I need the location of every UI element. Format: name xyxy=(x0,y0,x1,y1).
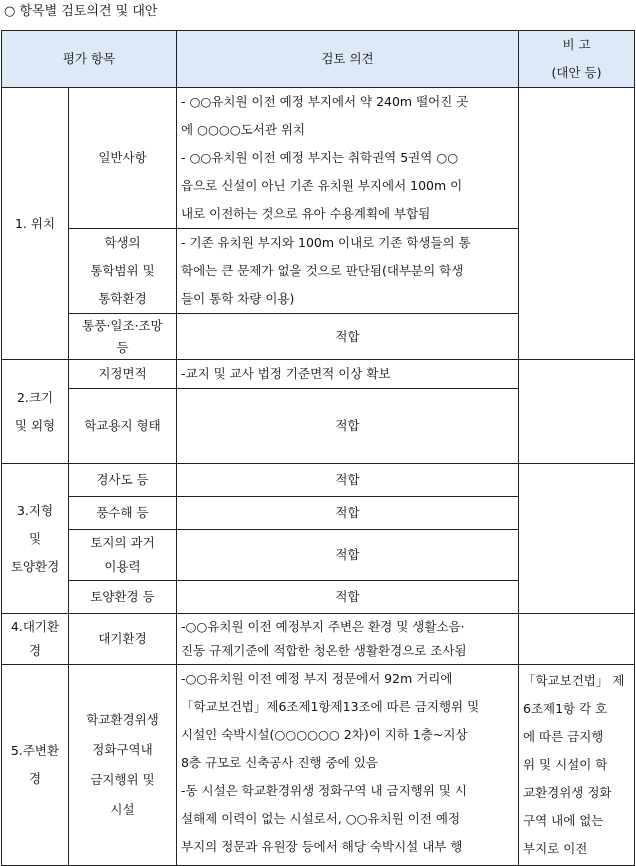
opinion-line: 시설인 숙박시설(○○○○○○ 2차)이 지하 1층~지상 xyxy=(181,727,468,742)
note-line: 에 따른 금지행 xyxy=(523,729,604,744)
header-note-line: 비 고 xyxy=(562,37,591,52)
subitem-commute xyxy=(69,229,177,314)
category-location: 1. 위치 xyxy=(2,88,69,360)
opinion-line: 학에는 큰 문제가 없을 것으로 판단됨(대부분의 학생 xyxy=(181,263,464,278)
table-row xyxy=(2,88,635,229)
header-note xyxy=(519,31,635,88)
opinion-line: - 기존 유치원 부지와 100m 이내로 기존 학생들의 통 xyxy=(181,235,471,250)
review-table xyxy=(1,30,635,866)
opinion-line: 설해제 이력이 없는 시설로서, ○○유치원 이전 예정 xyxy=(181,811,461,826)
header-item: 평가 항목 xyxy=(2,31,177,88)
category-line: 경 xyxy=(28,771,42,786)
table-row xyxy=(2,464,635,497)
opinion-flood: 적합 xyxy=(177,497,519,530)
opinion-line: 8층 규모로 신축공사 진행 중에 있음 xyxy=(181,755,378,770)
opinion-purification-zone xyxy=(177,665,519,866)
header-note-line: (대안 등) xyxy=(551,65,602,80)
section-heading: ○ 항목별 검토의견 및 대안 xyxy=(4,4,158,19)
subitem-flood: 풍수해 등 xyxy=(69,497,177,530)
category-line: 3.지형 xyxy=(16,502,54,518)
subitem-area: 지정면적 xyxy=(69,360,177,389)
opinion-line: 읍으로 신설이 아닌 기존 유치원 부지에서 100m 이 xyxy=(181,178,463,193)
category-size xyxy=(2,360,69,464)
note-line: 부지로 이전 xyxy=(523,841,588,856)
subitem-land-history xyxy=(69,530,177,581)
subitem-line: 학생의 xyxy=(104,235,141,250)
opinion-line: - ○○유치원 이전 예정 부지에서 약 240m 떨어진 곳 xyxy=(181,94,469,109)
subitem-line: 정화구역내 xyxy=(92,742,153,757)
opinion-air xyxy=(177,614,519,665)
opinion-line: 진동 규제기준에 적합한 청온한 생활환경으로 조사됨 xyxy=(181,643,467,658)
opinion-general xyxy=(177,88,519,229)
opinion-line: - ○○유치원 이전 예정 부지는 취학권역 5권역 ○○ xyxy=(181,150,459,165)
opinion-line: 부지의 정문과 유원장 등에서 해당 숙박시설 내부 행 xyxy=(181,839,463,854)
category-line: 4.대기환 xyxy=(10,619,60,634)
subitem-soil: 토양환경 등 xyxy=(69,581,177,614)
category-surroundings xyxy=(2,665,69,866)
subitem-line: 등 xyxy=(116,339,129,355)
category-line: 경 xyxy=(28,643,42,658)
subitem-air: 대기환경 xyxy=(69,614,177,665)
category-line: 2.크기 xyxy=(16,389,54,405)
opinion-shape: 적합 xyxy=(177,389,519,464)
note-line: 「학교보건법」 제 xyxy=(523,673,625,688)
table-row xyxy=(2,665,635,866)
note-line: 구역 내에 없는 xyxy=(523,813,604,828)
table-row xyxy=(2,614,635,665)
note-size xyxy=(519,360,635,464)
opinion-line: -○○유치원 이전 예정 부지 정문에서 92m 거리에 xyxy=(181,671,453,686)
opinion-line: -동 시설은 학교환경위생 정화구역 내 금지행위 및 시 xyxy=(181,783,467,798)
subitem-slope: 경사도 등 xyxy=(69,464,177,497)
opinion-ventilation: 적합 xyxy=(177,314,519,360)
opinion-soil: 적합 xyxy=(177,581,519,614)
opinion-area: -교지 및 교사 법정 기준면적 이상 확보 xyxy=(177,360,519,389)
subitem-purification-zone xyxy=(69,665,177,866)
opinion-line: 에 ○○○○도서관 위치 xyxy=(181,122,306,137)
subitem-line: 통학범위 및 xyxy=(90,263,155,278)
subitem-line: 통학환경 xyxy=(98,291,147,306)
table-header-row xyxy=(2,31,635,88)
subitem-line: 이용력 xyxy=(104,559,141,574)
subitem-line: 학교환경위생 xyxy=(86,712,159,727)
note-air xyxy=(519,614,635,665)
category-line: 및 xyxy=(28,530,42,546)
subitem-line: 금지행위 및 xyxy=(90,772,155,787)
opinion-line: 들이 통학 차량 이용) xyxy=(181,291,295,306)
table-row xyxy=(2,360,635,389)
opinion-line: 내로 이전하는 것으로 유아 수용계획에 부합됨 xyxy=(181,206,431,221)
category-air xyxy=(2,614,69,665)
subitem-line: 통풍·일조·조망 xyxy=(82,317,163,333)
category-line: 및 외형 xyxy=(14,417,56,433)
category-line: 토양환경 xyxy=(10,558,60,574)
note-line: 교환경위생 정화 xyxy=(523,785,612,800)
note-terrain xyxy=(519,464,635,614)
opinion-line: -○○유치원 이전 예정부지 주변은 환경 및 생활소음· xyxy=(181,619,465,634)
subitem-line: 시설 xyxy=(110,802,135,817)
header-opinion: 검토 의견 xyxy=(177,31,519,88)
note-line: 위 및 시설이 학 xyxy=(523,757,608,772)
note-line: 6조제1항 각 호 xyxy=(523,701,608,716)
subitem-ventilation xyxy=(69,314,177,360)
subitem-line: 토지의 과거 xyxy=(90,535,155,550)
subitem-general: 일반사항 xyxy=(69,88,177,229)
note-location xyxy=(519,88,635,360)
subitem-shape: 학교용지 형태 xyxy=(69,389,177,464)
opinion-land-history: 적합 xyxy=(177,530,519,581)
note-purification-zone xyxy=(519,665,635,866)
opinion-line: 「학교보건법」제6조제1항제13조에 따른 금지행위 및 xyxy=(181,699,480,714)
category-terrain xyxy=(2,464,69,614)
opinion-commute xyxy=(177,229,519,314)
category-line: 5.주변환 xyxy=(10,743,60,758)
opinion-slope: 적합 xyxy=(177,464,519,497)
